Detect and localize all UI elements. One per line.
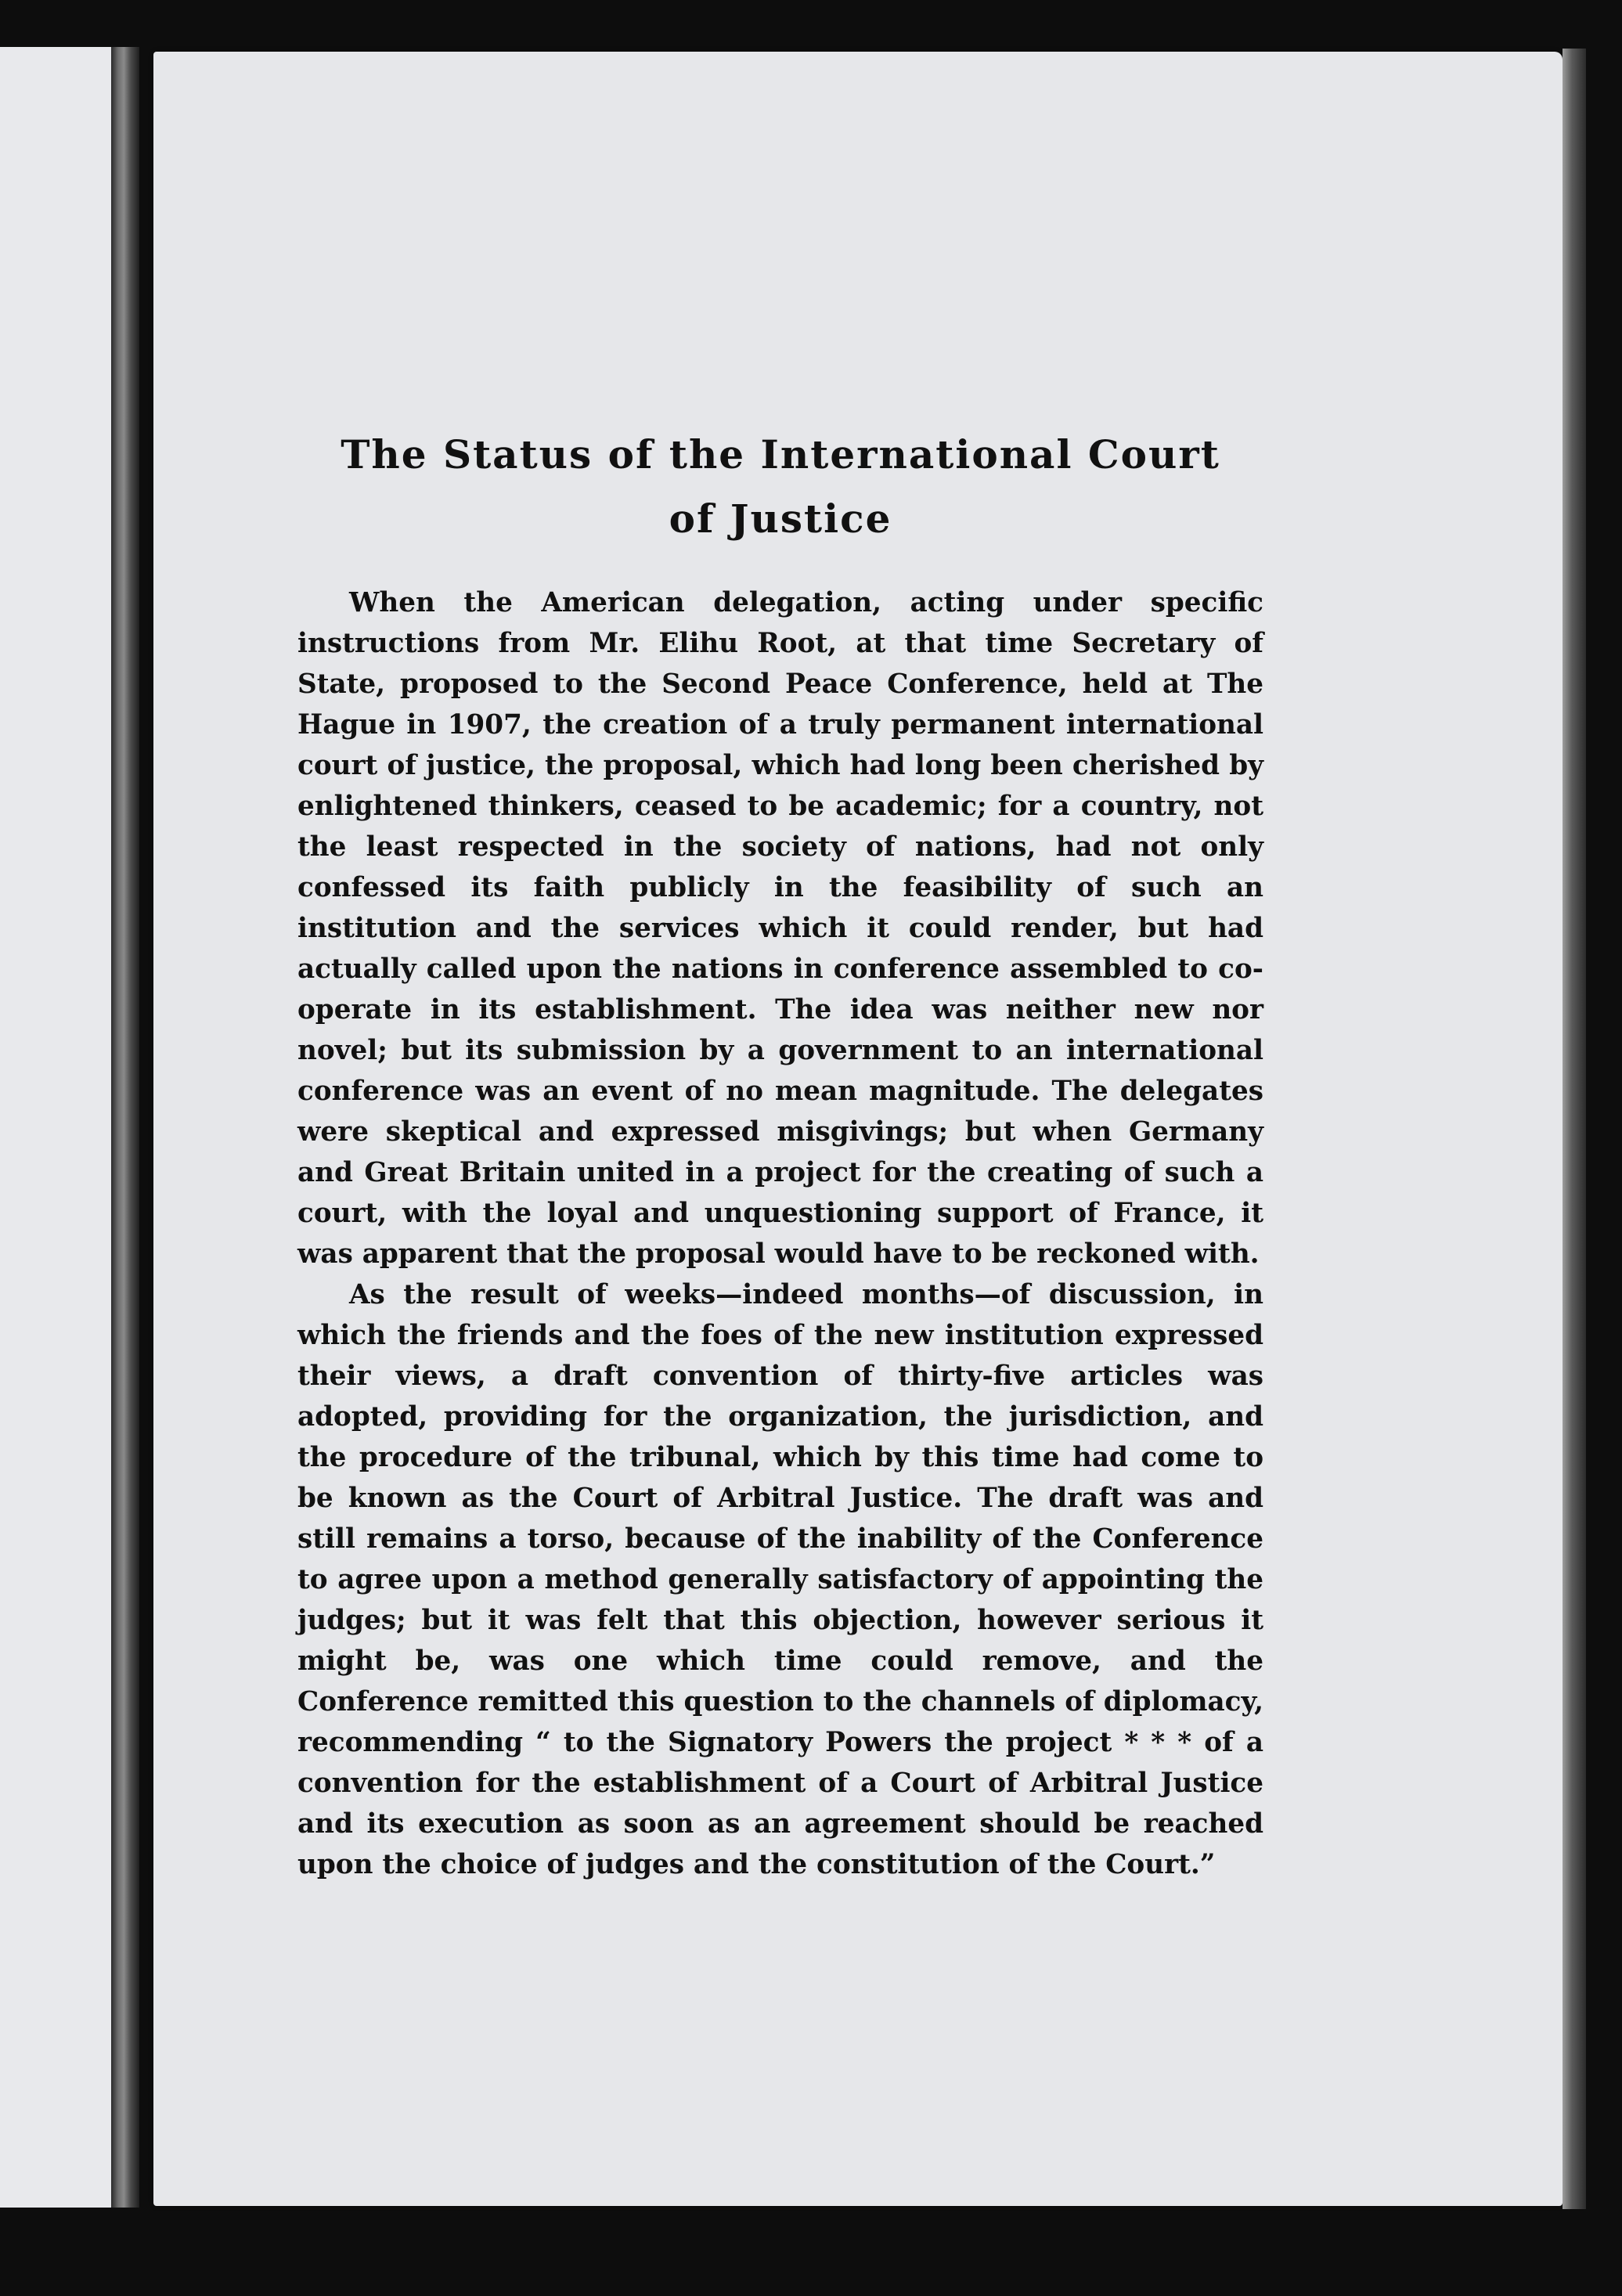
page-right-edge xyxy=(1563,49,1586,2209)
paragraph-2: As the result of weeks—indeed months—of discussion, in which the friends and the foes of the new institution expressed their views, a draft convention of thirty-five articles was adopted, providing for the organization, the jurisdiction, and the procedure of the tribunal, which by this time had come to be known as the Court of Arbitral Justice. The draft was and still remains a torso, because of the inability of the Conference to agree upon a method generally satisfactory of appointing the judges; but it was felt that this objection, however serious it might be, was one which time could remove, and the Conference remitted this question to the channels of diplomacy, recommending “ to the Signatory Powers the project * * * of a convention for the establishment of a Court of Arbitral Justice and its execution as soon as an agreement should be reached upon the choice of judges and the constitution of the Court.” xyxy=(297,1279,1263,1880)
paragraph-1: When the American delegation, acting under specific instructions from Mr. Elihu Root, at that time Secretary of State, proposed to the Second Peace Conference, held at The Hague in 1907, the creation of a truly permanent international court of justice, the proposal, which had long been cherished by enlightened thinkers, ceased to be academic; for a country, not the least respected in the society of nations, had not only confessed its faith publicly in the feasibility of such an institution and the services which it could render, but had actually called upon the nations in conference assembled to co-operate in its establishment. The idea was neither new nor novel; but its submission by a government to an international conference was an event of no mean magnitude. The delegates were skeptical and expressed misgivings; but when Germany and Great Britain united in a project for the creating of such a court, with the loyal and unquestioning support of France, it was apparent that the proposal would have to be reckoned with. xyxy=(297,587,1263,1270)
facing-page-edge xyxy=(0,47,111,2208)
title-line-1: The Status of the International Court xyxy=(341,431,1220,478)
book-spine xyxy=(111,47,139,2208)
page-title xyxy=(297,423,1263,551)
title-line-2: of Justice xyxy=(669,496,892,542)
page-content xyxy=(297,423,1263,1885)
